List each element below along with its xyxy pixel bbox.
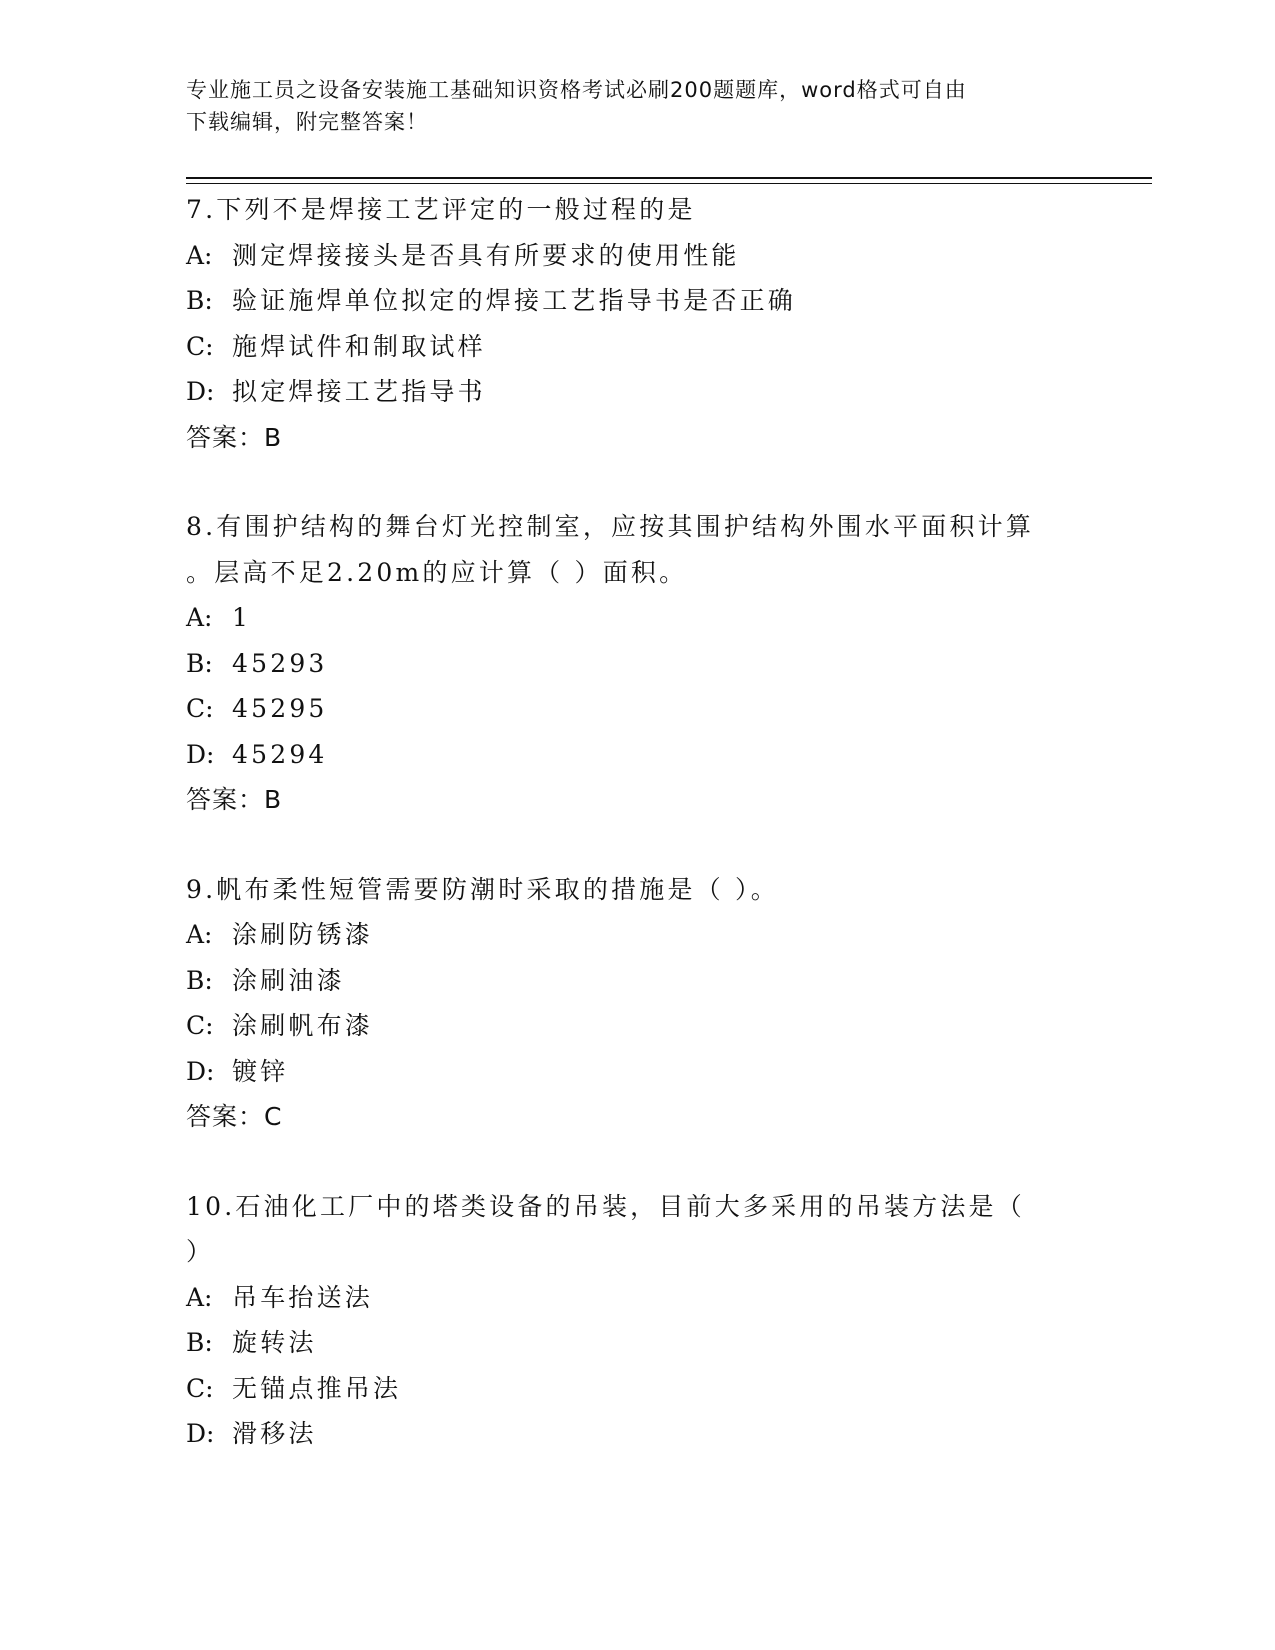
option-a xyxy=(186,233,1086,279)
document-header xyxy=(186,74,1066,138)
option-key: B: xyxy=(186,648,213,678)
question-8 xyxy=(186,504,1086,823)
option-text: 涂刷油漆 xyxy=(232,965,345,995)
option-a xyxy=(186,595,1086,641)
option-text: 测定焊接接头是否具有所要求的使用性能 xyxy=(232,240,740,270)
question-stem xyxy=(186,1184,1086,1275)
option-text: 无锚点推吊法 xyxy=(232,1373,402,1403)
answer-label: 答案：C xyxy=(186,1102,283,1131)
option-key: B: xyxy=(186,286,213,315)
stem-line: 10.石油化工厂中的塔类设备的吊装，目前大多采用的吊装方法是（ xyxy=(186,1191,1025,1221)
header-rule-thin xyxy=(186,183,1152,184)
option-key: D: xyxy=(186,377,215,406)
option-text: 滑移法 xyxy=(232,1419,317,1448)
option-key: C: xyxy=(186,1373,214,1403)
question-stem xyxy=(186,187,1086,233)
option-text: 45295 xyxy=(232,694,328,723)
option-c xyxy=(186,324,1086,370)
option-b xyxy=(186,958,1086,1004)
stem-line: 7.下列不是焊接工艺评定的一般过程的是 xyxy=(186,195,696,224)
question-10 xyxy=(186,1184,1086,1457)
option-key: B: xyxy=(186,965,213,995)
option-text: 验证施焊单位拟定的焊接工艺指导书是否正确 xyxy=(232,286,797,315)
option-b xyxy=(186,641,1086,687)
option-text: 镀锌 xyxy=(232,1056,289,1086)
question-stem xyxy=(186,504,1086,595)
option-key: A: xyxy=(186,603,213,632)
option-text: 涂刷防锈漆 xyxy=(232,920,374,949)
header-line-2: 下载编辑，附完整答案！ xyxy=(186,110,428,134)
answer-label: 答案：B xyxy=(186,422,283,452)
option-key: C: xyxy=(186,331,214,361)
answer-label: 答案：B xyxy=(186,785,283,814)
option-c xyxy=(186,1003,1086,1049)
option-d xyxy=(186,1049,1086,1095)
option-key: B: xyxy=(186,1328,213,1357)
option-text: 拟定焊接工艺指导书 xyxy=(232,377,486,406)
option-d xyxy=(186,732,1086,778)
stem-line: 。层高不足2.20m的应计算（ ）面积。 xyxy=(186,557,688,587)
option-text: 涂刷帆布漆 xyxy=(232,1011,374,1040)
option-key: D: xyxy=(186,739,215,769)
stem-line: 8.有围护结构的舞台灯光控制室，应按其围护结构外围水平面积计算 xyxy=(186,512,1035,541)
question-9 xyxy=(186,867,1086,1140)
option-text: 45293 xyxy=(232,648,328,678)
option-key: C: xyxy=(186,1011,214,1040)
option-key: A: xyxy=(186,1282,213,1312)
option-key: D: xyxy=(186,1056,215,1086)
option-a xyxy=(186,912,1086,958)
option-c xyxy=(186,686,1086,732)
question-stem xyxy=(186,867,1086,913)
stem-line: 9.帆布柔性短管需要防潮时采取的措施是（ ）。 xyxy=(186,874,779,904)
stem-line: ） xyxy=(186,1237,215,1266)
option-d xyxy=(186,369,1086,415)
header-line-1: 专业施工员之设备安装施工基础知识资格考试必刷200题题库，word格式可自由 xyxy=(186,78,967,102)
option-b xyxy=(186,1320,1086,1366)
option-text: 1 xyxy=(232,603,252,632)
option-b xyxy=(186,278,1086,324)
option-key: A: xyxy=(186,920,213,949)
question-7 xyxy=(186,187,1086,460)
option-text: 45294 xyxy=(232,739,328,769)
option-key: D: xyxy=(186,1419,215,1448)
option-text: 吊车抬送法 xyxy=(232,1282,374,1312)
option-a xyxy=(186,1275,1086,1321)
option-d xyxy=(186,1411,1086,1457)
option-c xyxy=(186,1366,1086,1412)
option-key: A: xyxy=(186,240,213,270)
question-list xyxy=(186,187,1086,1457)
option-key: C: xyxy=(186,694,214,723)
header-rule-thick xyxy=(186,177,1152,179)
option-text: 旋转法 xyxy=(232,1328,317,1357)
option-text: 施焊试件和制取试样 xyxy=(232,331,486,361)
